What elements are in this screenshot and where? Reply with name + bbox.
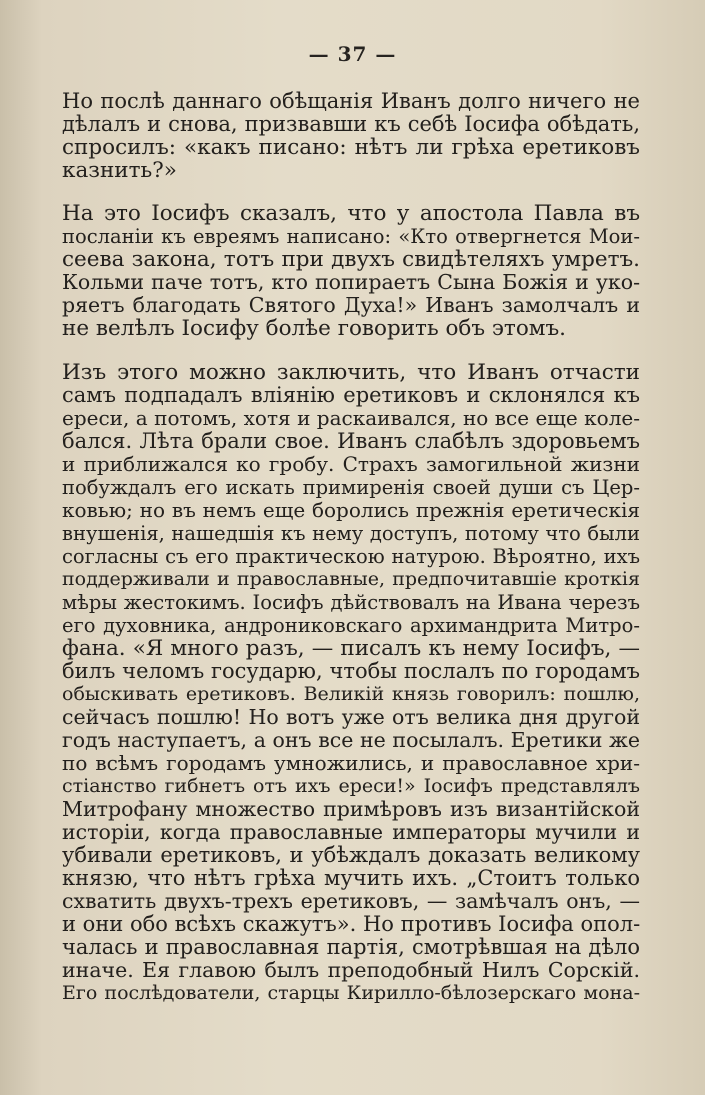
text-line: самъ подпадалъ вліянію еретиковъ и склонялся къ — [62, 383, 640, 407]
text-line: и они обо всѣхъ скажутъ». Но противъ Іосифа опол- — [62, 912, 641, 936]
text-line: по всѣмъ городамъ умножились, и православное хри- — [62, 751, 640, 775]
text-line: годъ наступаетъ, а онъ все не посылалъ. Еретики же — [62, 728, 640, 752]
text-line: казнить?» — [62, 158, 177, 183]
paragraph-2 — [62, 202, 640, 340]
text-line: спросилъ: «какъ писано: нѣтъ ли грѣха еретиковъ — [62, 135, 640, 160]
text-line: схватить двухъ-трехъ еретиковъ, — замѣчалъ онъ, — — [62, 889, 640, 913]
text-line: сеева закона, тотъ при двухъ свидѣтеляхъ умретъ. — [62, 247, 640, 272]
text-line: князю, что нѣтъ грѣха мучить ихъ. „Стоитъ только — [62, 866, 640, 890]
page-number: — 37 — — [308, 42, 397, 66]
text-line: ковью; но въ немъ еще боролись прежнія еретическія — [62, 498, 640, 522]
text-line: чалась и православная партія, смотрѣвшая на дѣло — [62, 935, 640, 959]
text-line: и приближался ко гробу. Страхъ замогильной жизни — [62, 452, 640, 476]
text-line: Но послѣ даннаго обѣщанія Иванъ долго ничего не — [62, 89, 640, 113]
paragraph-3 — [62, 361, 640, 1005]
text-line: ереси, а потомъ, хотя и раскаивался, но все еще коле- — [62, 406, 640, 430]
paragraph-1 — [62, 90, 640, 182]
text-line: стіанство гибнетъ отъ ихъ ереси!» Іосифъ представлялъ — [62, 775, 640, 797]
text-line: Изъ этого можно заключить, что Иванъ отчасти — [62, 360, 640, 385]
text-line: сейчасъ пошлю! Но вотъ уже отъ велика дня другой — [62, 705, 640, 729]
text-line: На это Іосифъ сказалъ, что у апостола Павла въ — [62, 201, 640, 226]
text-line: Митрофану множество примѣровъ изъ византійской — [62, 797, 640, 821]
text-line: мѣры жестокимъ. Іосифъ дѣйствовалъ на Ивана черезъ — [62, 591, 640, 614]
text-line: согласны съ его практическою натурою. Вѣроятно, ихъ — [62, 545, 640, 568]
text-line: билъ челомъ государю, чтобы послалъ по городамъ — [62, 659, 640, 683]
text-line: обыскивать еретиковъ. Великій князь говорилъ: пошлю, — [62, 683, 640, 705]
text-line: Кольми паче тотъ, кто попираетъ Сына Божія и уко- — [62, 270, 640, 294]
text-line: Его послѣдователи, старцы Кирилло-бѣлозерскаго мона- — [62, 982, 640, 1004]
text-line: иначе. Ея главою былъ преподобный Нилъ Сорскій. — [62, 958, 640, 982]
text-line: не велѣлъ Іосифу болѣе говорить объ этомъ. — [62, 316, 567, 341]
body-text — [62, 90, 640, 1024]
text-line: посланіи къ евреямъ написано: «Кто отвергнется Мои- — [62, 225, 640, 248]
text-line: фана. «Я много разъ, — писалъ къ нему Іосифъ, — — [62, 636, 640, 661]
text-line: бался. Лѣта брали свое. Иванъ слабѣлъ здоровьемъ — [62, 429, 640, 453]
text-line: исторіи, когда православные императоры мучили и — [62, 820, 640, 844]
text-line: дѣлалъ и снова, призвавши къ себѣ Іосифа обѣдать, — [62, 112, 640, 136]
text-line: ряетъ благодать Святого Духа!» Иванъ замолчалъ и — [62, 293, 640, 317]
text-line: поддерживали и православные, предпочитавшіе кроткія — [62, 568, 640, 590]
text-line: внушенія, нашедшія къ нему доступъ, потому что были — [62, 522, 640, 545]
text-line: побуждалъ его искать примиренія своей души съ Цер- — [62, 476, 640, 499]
text-line: его духовника, андрониковскаго архимандрита Митро- — [62, 614, 640, 637]
text-line: убивали еретиковъ, и убѣждалъ доказать великому — [62, 843, 640, 867]
